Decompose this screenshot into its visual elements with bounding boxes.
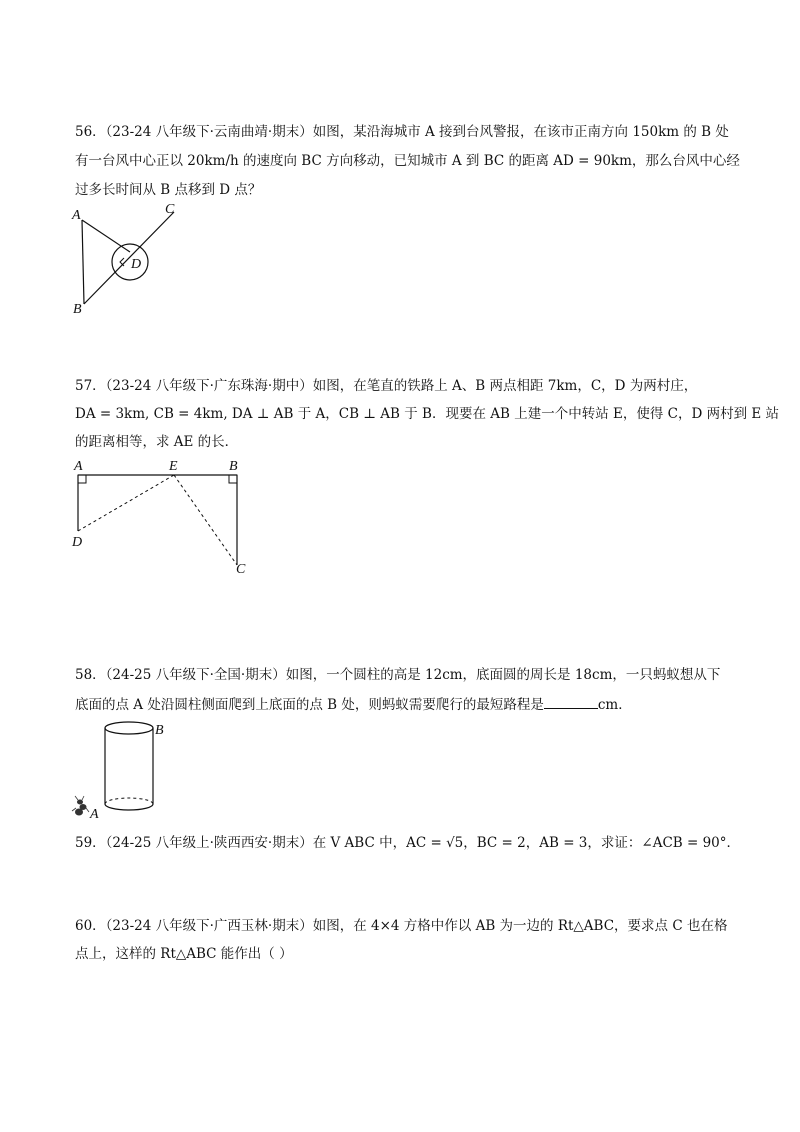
q57-label-c: C [236, 562, 246, 577]
q57-label-a: A [74, 459, 83, 474]
q58-line2 [75, 696, 725, 713]
q56-label-c: C [165, 202, 175, 217]
q56-line1: 56．（23-24 八年级下·云南曲靖·期末）如图，某沿海城市 A 接到台风警报，在该市正南方向 150km 的 B 处 [75, 124, 729, 140]
q57-label-b: B [229, 459, 238, 474]
q56-label-b: B [73, 302, 82, 317]
q58-label-a: A [90, 807, 99, 822]
q56-line2: 有一台风中心正以 20km/h 的速度向 BC 方向移动，已知城市 A 到 BC 的距离 AD = 90km，那么台风中心经 [75, 153, 740, 169]
q56-label-a: A [72, 208, 81, 223]
q57-line3: 的距离相等，求 AE 的长． [75, 434, 239, 450]
q60-line1: 60．（23-24 八年级下·广西玉林·期末）如图，在 4×4 方格中作以 AB 为一边的 Rt△ABC，要求点 C 也在格 [75, 918, 728, 934]
q58-line2-text: 底面的点 A 处沿圆柱侧面爬到上底面的点 B 处，则蚂蚁需要爬行的最短路程是 [75, 697, 544, 713]
q59-line1: 59．（24-25 八年级上·陕西西安·期末）在 V ABC 中，AC = √5，BC = 2，AB = 3，求证：∠ACB = 90°． [75, 835, 741, 851]
q57-label-d: D [72, 535, 83, 550]
q58-label-b: B [155, 723, 164, 738]
q58-cylinder-figure [68, 712, 178, 822]
ant-icon [72, 796, 89, 816]
q56-figure [70, 200, 190, 320]
q56-label-d: D [131, 257, 142, 272]
q58-line1: 58．（24-25 八年级下·全国·期末）如图，一个圆柱的高是 12cm，底面圆的周长是 18cm，一只蚂蚁想从下 [75, 667, 721, 683]
q57-label-e: E [169, 459, 178, 474]
answer-blank [544, 696, 598, 709]
q58-unit: cm． [597, 697, 632, 713]
q56-line3: 过多长时间从 B 点移到 D 点？ [75, 182, 262, 198]
q57-line2: DA = 3km, CB = 4km, DA ⊥ AB 于 A，CB ⊥ AB 于 B．现要在 AB 上建一个中转站 E，使得 C，D 两村到 E 站 [75, 406, 780, 422]
q57-line1: 57．（23-24 八年级下·广东珠海·期中）如图，在笔直的铁路上 A、B 两点相距 7km，C，D 为两村庄， [75, 378, 698, 394]
q57-figure [70, 455, 260, 580]
q60-line2: 点上，这样的 Rt△ABC 能作出（ ） [75, 946, 293, 962]
